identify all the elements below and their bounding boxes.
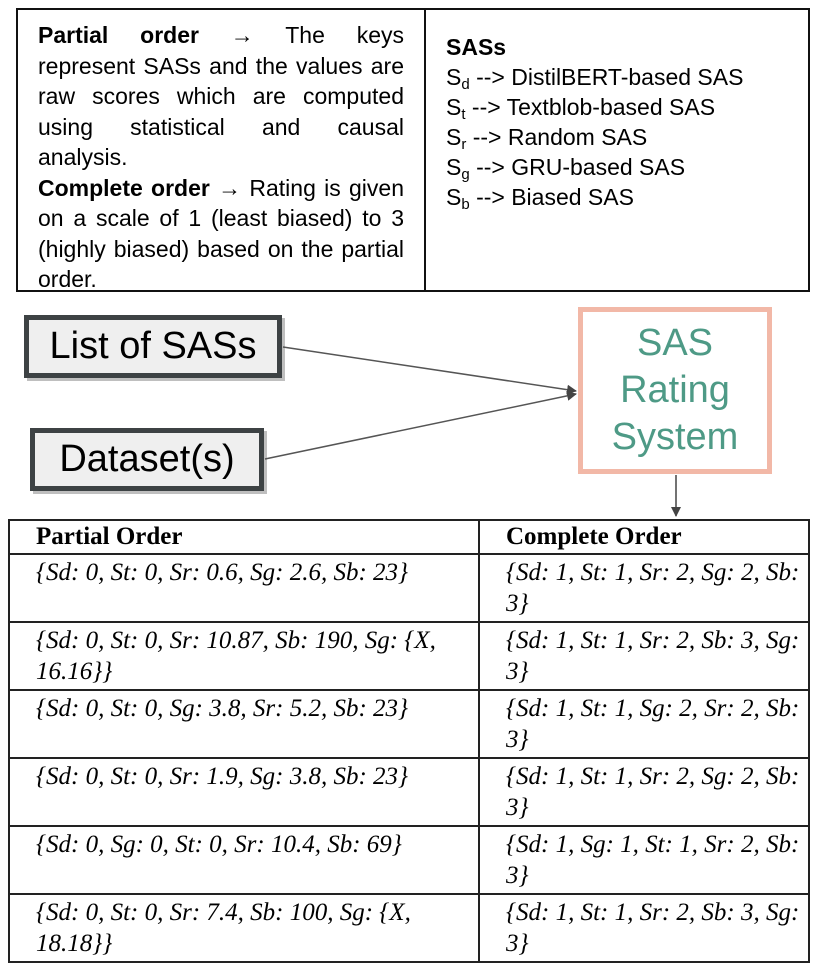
complete-order-header: Complete Order: [479, 520, 809, 554]
list-of-sass-label: List of SASs: [49, 325, 257, 367]
table-row: [9, 554, 809, 622]
complete-order-cell: {Sd: 1, St: 1, Sr: 2, Sb: 3, Sg: 3}: [479, 622, 809, 690]
sas-legend-item: $S_g$ --> GRU-based SAS: [446, 154, 686, 183]
partial-order-cell: {Sd: 0, St: 0, Sr: 7.4, Sb: 100, Sg: {X, 18.18}}: [9, 894, 479, 962]
partial-order-cell: {Sd: 0, St: 0, Sr: 0.6, Sg: 2.6, Sb: 23}: [9, 554, 479, 622]
table-header-row: [9, 520, 809, 554]
rating-system-line-1: SAS: [636, 322, 714, 364]
arrow-dataset-to-rating: [265, 394, 576, 459]
rating-system-line-3: System: [611, 416, 739, 458]
sas-legend-title: SASs: [446, 34, 507, 60]
table-row: [9, 758, 809, 826]
partial-order-label: Partial order: [38, 22, 199, 48]
sas-legend-item: $S_t$ --> Textblob-based SAS: [446, 94, 716, 123]
arrow-list-to-rating: [283, 347, 576, 391]
partial-order-cell: {Sd: 0, St: 0, Sg: 3.8, Sr: 5.2, Sb: 23}: [9, 690, 479, 758]
complete-order-description: Complete order → Rating is given on a scale of 1 (least biased) to 3 (highly biased) based on the partial order.: [38, 174, 404, 292]
partial-order-header: Partial Order: [9, 520, 479, 554]
sas-legend-item: $S_b$ --> Biased SAS: [446, 184, 634, 213]
complete-order-cell: {Sd: 1, St: 1, Sr: 2, Sg: 2, Sb: 3}: [479, 554, 809, 622]
table-row: [9, 690, 809, 758]
partial-order-cell: {Sd: 0, Sg: 0, St: 0, Sr: 10.4, Sb: 69}: [9, 826, 479, 894]
datasets-label: Dataset(s): [59, 438, 235, 480]
table-row: [9, 894, 809, 962]
table-row: [9, 622, 809, 690]
sas-legend-item: $S_r$ --> Random SAS: [446, 124, 648, 153]
partial-order-cell: {Sd: 0, St: 0, Sr: 10.87, Sb: 190, Sg: {X, 16.16}}: [9, 622, 479, 690]
partial-order-cell: {Sd: 0, St: 0, Sr: 1.9, Sg: 3.8, Sb: 23}: [9, 758, 479, 826]
partial-order-description: Partial order → The keys represent SASs and the values are raw scores which are computed using statistical and causal analysis.: [38, 22, 404, 170]
complete-order-cell: {Sd: 1, St: 1, Sr: 2, Sg: 2, Sb: 3}: [479, 758, 809, 826]
arrow-icon: →: [230, 22, 254, 48]
arrow-icon: →: [218, 174, 242, 201]
complete-order-cell: {Sd: 1, St: 1, Sg: 2, Sr: 2, Sb: 3}: [479, 690, 809, 758]
complete-order-label: Complete order: [38, 174, 210, 201]
results-table: [8, 519, 810, 963]
sas-legend-item: $S_d$ --> DistilBERT-based SAS: [446, 64, 744, 93]
table-row: [9, 826, 809, 894]
complete-order-cell: {Sd: 1, Sg: 1, St: 1, Sr: 2, Sb: 3}: [479, 826, 809, 894]
results-body: [9, 554, 809, 962]
rating-system-line-2: Rating: [620, 369, 730, 411]
complete-order-cell: {Sd: 1, St: 1, Sr: 2, Sb: 3, Sg: 3}: [479, 894, 809, 962]
